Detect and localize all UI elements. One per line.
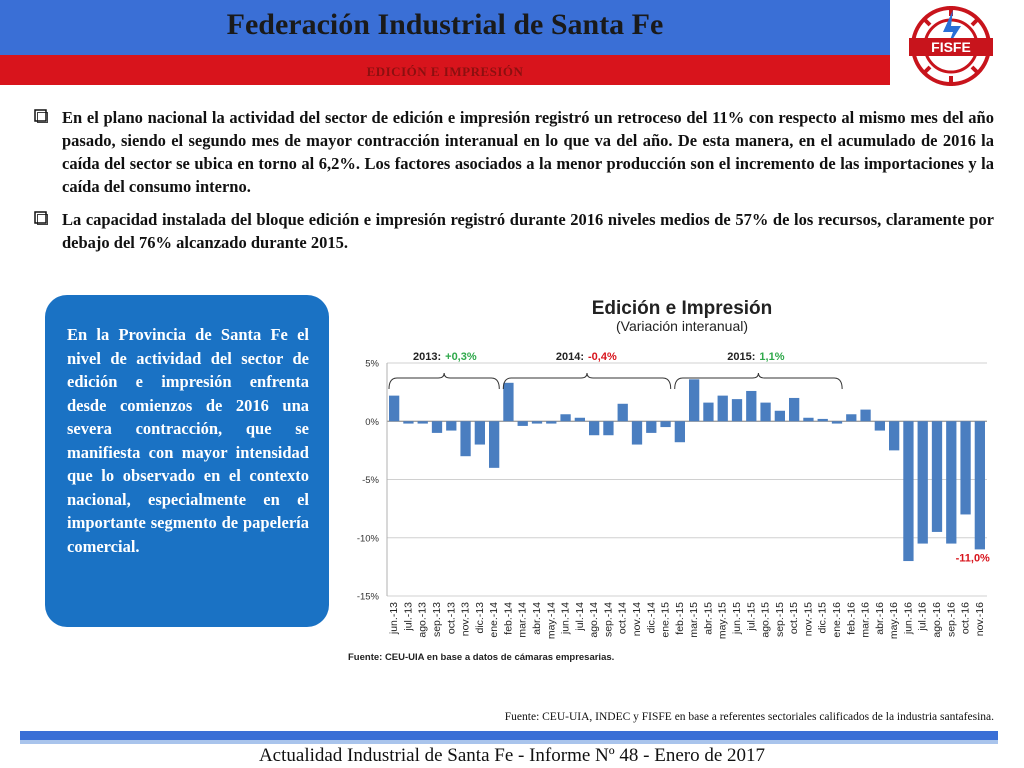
bar bbox=[718, 396, 728, 422]
page-subtitle: EDICIÓN E IMPRESIÓN bbox=[366, 64, 524, 79]
bullet-list bbox=[30, 106, 994, 264]
y-tick-label: -15% bbox=[356, 591, 379, 603]
bar bbox=[389, 396, 399, 422]
x-tick-label: ene.-15 bbox=[659, 602, 672, 638]
callout-text: En la Provincia de Santa Fe el nivel de actividad del sector de edición e impresión enfrenta desde comienzos de 2016 una severa contracción, que se manifiesta con mayor intensidad que lo observado en el contexto nacional, especialmente en el importante segmento de papelería comercial. bbox=[67, 325, 309, 556]
bar bbox=[603, 421, 613, 435]
bar bbox=[475, 421, 485, 444]
y-tick-label: 0% bbox=[365, 416, 379, 428]
chart-title: Edición e Impresión bbox=[591, 298, 773, 319]
x-tick-label: jun.-16 bbox=[902, 602, 915, 635]
x-tick-label: may.-16 bbox=[888, 602, 901, 640]
bar bbox=[903, 421, 913, 561]
bar bbox=[518, 421, 528, 426]
x-tick-label: oct.-13 bbox=[445, 602, 458, 635]
bar bbox=[975, 421, 985, 549]
bar bbox=[660, 421, 670, 427]
bar bbox=[760, 403, 770, 422]
bracket-label: 2015: bbox=[727, 351, 756, 363]
bar bbox=[703, 403, 713, 422]
x-tick-label: feb.-16 bbox=[845, 602, 858, 635]
x-tick-label: may.-15 bbox=[716, 602, 729, 640]
bar bbox=[503, 383, 513, 421]
chart-subtitle: (Variación interanual) bbox=[615, 318, 749, 334]
x-tick-label: sep.-16 bbox=[945, 602, 958, 638]
x-tick-label: feb.-14 bbox=[502, 602, 515, 635]
bar bbox=[432, 421, 442, 433]
footer-rule bbox=[20, 731, 998, 740]
bar bbox=[960, 421, 970, 514]
x-tick-label: ene.-16 bbox=[831, 602, 843, 638]
x-tick-label: abr.-14 bbox=[531, 602, 543, 635]
x-tick-label: jul.-16 bbox=[916, 602, 929, 631]
x-tick-label: jul.-14 bbox=[573, 602, 586, 631]
x-tick-label: abr.-16 bbox=[873, 602, 886, 635]
bracket-label: 2013: bbox=[413, 351, 442, 363]
x-tick-label: nov.-13 bbox=[459, 602, 472, 637]
x-tick-label: may.-14 bbox=[545, 602, 558, 640]
bar-chart bbox=[342, 288, 1002, 668]
bar bbox=[632, 421, 642, 444]
bullet-item bbox=[30, 106, 994, 198]
year-bracket bbox=[389, 373, 499, 389]
bullet-text: En el plano nacional la actividad del sector de edición e impresión registró un retroceso del 11% con respecto al mismo mes del año pasado, siendo el segundo mes de mayor contracción interanual en lo que va del año. De esta manera, en el acumulado de 2016 la caída del sector se ubica en torno al 6,2%. Los factores asociados a la menor producción son el incremento de las importaciones y la caída del consumo interno. bbox=[62, 108, 994, 196]
bar bbox=[460, 421, 470, 456]
bar bbox=[532, 421, 542, 423]
x-tick-label: ago.-15 bbox=[759, 602, 772, 638]
bar bbox=[932, 421, 942, 532]
x-tick-label: dic.-15 bbox=[816, 602, 829, 634]
logo-text: FISFE bbox=[931, 39, 971, 55]
x-tick-label: ago.-13 bbox=[416, 602, 429, 638]
bar bbox=[875, 421, 885, 430]
x-tick-label: ene.-14 bbox=[488, 602, 501, 638]
bullet-item bbox=[30, 208, 994, 254]
x-tick-label: ago.-14 bbox=[588, 602, 601, 638]
y-tick-label: -10% bbox=[356, 533, 379, 545]
bar bbox=[746, 391, 756, 421]
bar bbox=[589, 421, 599, 435]
bar bbox=[575, 418, 585, 421]
x-tick-label: nov.-16 bbox=[973, 602, 986, 637]
bar bbox=[775, 411, 785, 421]
y-tick-label: -5% bbox=[362, 475, 379, 486]
x-tick-label: sep.-15 bbox=[773, 602, 786, 638]
x-tick-label: dic.-14 bbox=[645, 602, 658, 634]
bar bbox=[803, 418, 813, 421]
x-tick-label: jun.-15 bbox=[731, 602, 743, 635]
bar bbox=[675, 421, 685, 442]
bracket-value: -0,4% bbox=[588, 351, 617, 363]
x-tick-label: nov.-14 bbox=[631, 602, 643, 637]
data-label: -11,0% bbox=[955, 552, 990, 565]
x-tick-label: abr.-15 bbox=[702, 602, 715, 635]
bar bbox=[732, 399, 742, 421]
x-tick-label: nov.-15 bbox=[802, 602, 815, 637]
bar bbox=[403, 421, 413, 423]
x-tick-label: mar.-14 bbox=[516, 602, 529, 638]
bullet-text: La capacidad instalada del bloque edición e impresión registró durante 2016 niveles medios de 57% de los recursos, claramente por debajo del 76% alcanzado durante 2015. bbox=[62, 210, 994, 252]
bar bbox=[418, 421, 428, 423]
footnote: Fuente: CEU-UIA, INDEC y FISFE en base a referentes sectoriales calificados de la industria santafesina. bbox=[504, 711, 994, 723]
bar bbox=[689, 379, 699, 421]
bar bbox=[832, 421, 842, 423]
bracket-value: +0,3% bbox=[445, 351, 477, 363]
chart-source: Fuente: CEU-UIA en base a datos de cámaras empresarias. bbox=[348, 652, 615, 663]
x-tick-label: oct.-15 bbox=[788, 602, 801, 635]
x-tick-label: sep.-14 bbox=[602, 602, 615, 638]
bracket-value: 1,1% bbox=[759, 351, 785, 363]
x-tick-label: mar.-15 bbox=[688, 602, 701, 638]
bar bbox=[918, 421, 928, 543]
bar bbox=[889, 421, 899, 450]
bar bbox=[446, 421, 456, 430]
page-title: Federación Industrial de Santa Fe bbox=[226, 8, 664, 41]
bar bbox=[546, 421, 556, 423]
footer-text: Actualidad Industrial de Santa Fe - Informe Nº 48 - Enero de 2017 bbox=[258, 745, 766, 766]
footer-rule-light bbox=[20, 740, 998, 744]
bracket-label: 2014: bbox=[555, 351, 584, 363]
x-tick-label: jul.-13 bbox=[402, 602, 415, 631]
checkbox-bullet-icon bbox=[30, 211, 52, 225]
x-tick-label: ago.-16 bbox=[931, 602, 943, 638]
bar bbox=[646, 421, 656, 433]
bar bbox=[818, 419, 828, 421]
year-bracket bbox=[675, 373, 842, 389]
year-bracket bbox=[503, 373, 670, 389]
bar bbox=[489, 421, 499, 468]
x-tick-label: oct.-16 bbox=[959, 602, 972, 635]
y-tick-label: 5% bbox=[365, 358, 379, 370]
bar bbox=[846, 414, 856, 421]
bar bbox=[946, 421, 956, 543]
x-tick-label: sep.-13 bbox=[431, 602, 443, 638]
x-tick-label: jun.-14 bbox=[559, 602, 572, 635]
bar bbox=[860, 410, 870, 422]
checkbox-bullet-icon bbox=[30, 109, 52, 123]
x-tick-label: mar.-16 bbox=[859, 602, 872, 638]
fisfe-logo-icon bbox=[903, 4, 999, 88]
x-tick-label: jun.-13 bbox=[388, 602, 401, 635]
x-tick-label: jul.-15 bbox=[745, 602, 758, 631]
x-tick-label: dic.-13 bbox=[473, 602, 486, 634]
santa-fe-callout-box bbox=[45, 295, 329, 627]
bar bbox=[618, 404, 628, 421]
bar bbox=[560, 414, 570, 421]
x-tick-label: oct.-14 bbox=[616, 602, 629, 635]
x-tick-label: feb.-15 bbox=[673, 602, 686, 635]
bar bbox=[789, 398, 799, 421]
